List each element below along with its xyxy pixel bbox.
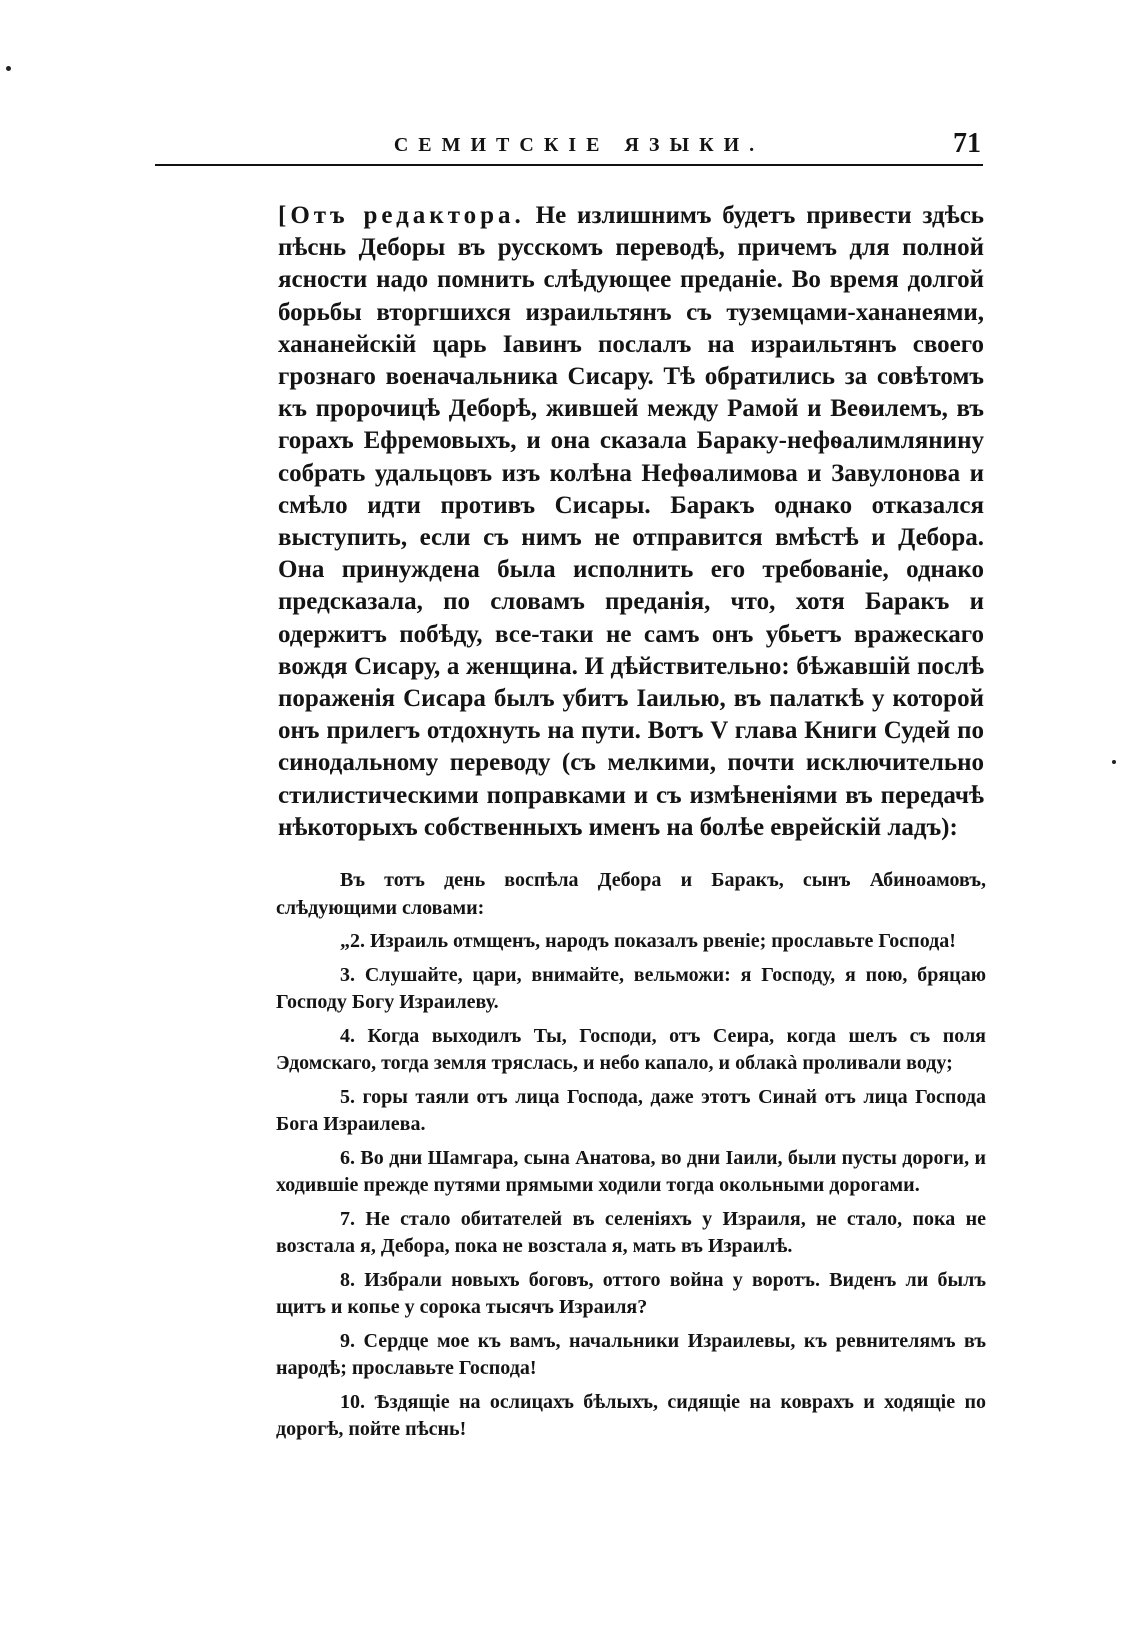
page-number: 71 [953,128,981,159]
editor-note-lead: [Отъ редактора. [278,202,525,229]
verse-7: 7. Не стало обитателей въ селеніяхъ у Израиля, не стало, пока не возстала я, Дебора, пока не возстала я, мать въ Израилѣ. [276,1207,986,1257]
scan-speck [1112,760,1116,764]
running-title: СЕМИТСКІЕ ЯЗЫКИ. [393,134,765,156]
scan-speck [6,66,11,71]
verse-6: 6. Во дни Шамгара, сына Анатова, во дни Іаили, были пусты дороги, и ходившіе прежде путями прямыми ходили тогда окольными дорогами. [276,1146,986,1196]
verse-3: 3. Слушайте, цари, внимайте, вельможи: я Господу, я пою, бряцаю Господу Богу Израилеву. [276,963,986,1013]
editor-note-text: Не излишнимъ будетъ привести здѣсь пѣснь Деборы въ русскомъ переводѣ, причемъ для полной ясности надо помнить слѣдующее преданіе. Во время долгой борьбы вторгшихся израильтянъ съ туземцами-хананеями, хананейскій царь Іавинъ послалъ на израильтянъ своего грознаго военачальника Сисару. Тѣ обратились за совѣтомъ къ пророчицѣ Деборѣ, жившей между Рамой и Веѳилемъ, въ горахъ Ефремовыхъ, и она сказала Бараку-нефѳалимлянину собрать удальцовъ изъ колѣна Нефѳалимова и Завулонова и смѣло идти противъ Сисары. Баракъ однако отказался выступить, если съ нимъ не отправится вмѣстѣ и Дебора. Она принуждена была исполнить его требованіе, однако предсказала, по словамъ преданія, что, хотя Баракъ и одержитъ побѣду, все-таки не самъ онъ убьетъ вражескаго вождя Сисару, а женщина. И дѣйствительно: бѣжавшій послѣ пораженія Сисара былъ убитъ Іаилью, въ палаткѣ у которой онъ прилегъ отдохнуть на пути. Вотъ V глава Книги Судей по синодальному переводу (съ мелкими, почти исключительно стилистическими поправками и съ измѣненіями въ передачѣ нѣкоторыхъ собственныхъ именъ на болѣе еврейскій ладъ): [278,202,985,841]
verse-10: 10. Ѣздящіе на ослицахъ бѣлыхъ, сидящіе на коврахъ и ходящіе по дорогѣ, пойте пѣснь! [276,1390,986,1440]
verse-2: „2. Израиль отмщенъ, народъ показалъ рвеніе; прославьте Господа! [340,930,956,952]
verse-4: 4. Когда выходилъ Ты, Господи, отъ Сеира, когда шелъ съ поля Эдомскаго, тогда земля тряслась, и небо капало, и облакà проливали воду; [276,1024,986,1074]
editor-note [278,200,984,844]
header-rule [155,164,983,166]
page-header [155,128,983,162]
verse-intro: Въ тотъ день воспѣла Дебора и Баракъ, сынъ Абиноамовъ, слѣдующими словами: [276,869,986,919]
verse-8: 8. Избрали новыхъ боговъ, оттого война у воротъ. Виденъ ли былъ щитъ и копье у сорока тысячъ Израиля? [276,1268,986,1318]
verse-5: 5. горы таяли отъ лица Господа, даже этотъ Синай отъ лица Господа Бога Израилева. [276,1085,986,1135]
verse-9: 9. Сердце мое къ вамъ, начальники Израилевы, къ ревнителямъ въ народѣ; прославьте Господа! [276,1329,986,1379]
verses-block [276,867,986,1450]
